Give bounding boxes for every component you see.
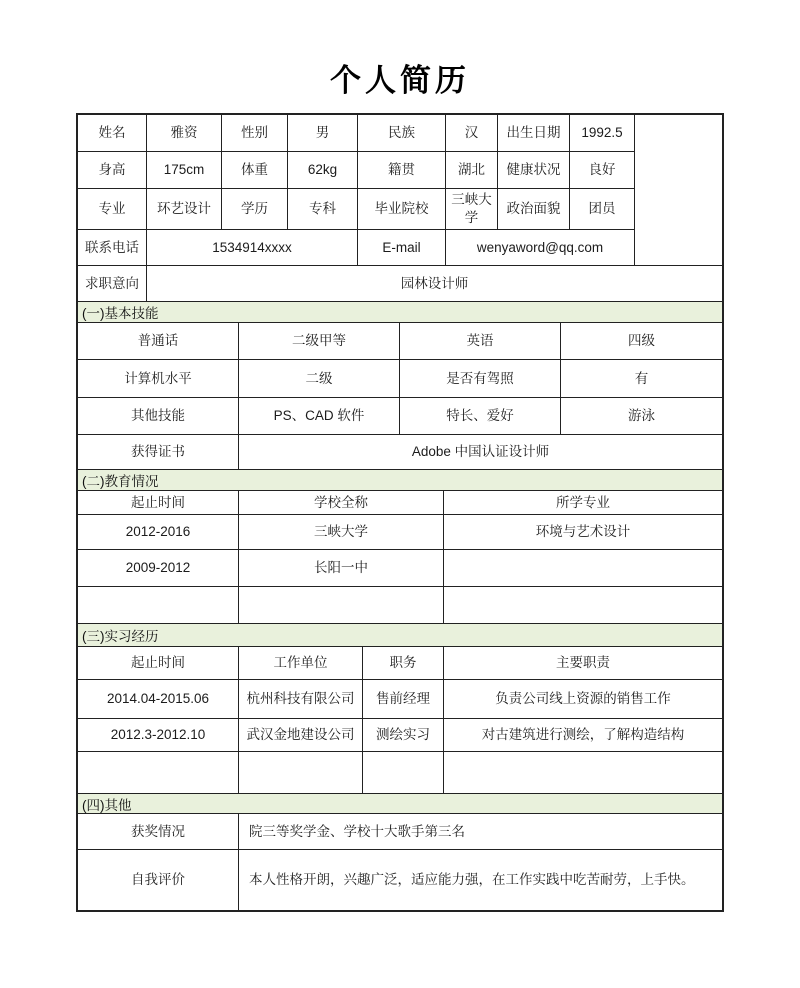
self-evaluation-label: 自我评价: [78, 850, 239, 910]
internship-header-row: [78, 647, 722, 680]
health-value: 良好: [570, 152, 635, 189]
political-status-label: 政治面貌: [498, 189, 570, 230]
degree-value: 专科: [288, 189, 358, 230]
height-value: 175cm: [147, 152, 222, 189]
column-header: 主要职责: [444, 647, 722, 680]
birth-date-label: 出生日期: [498, 115, 570, 152]
intern-company: [239, 752, 363, 794]
objective-label: 求职意向: [78, 266, 147, 302]
skill-value: PS、CAD 软件: [239, 398, 400, 435]
skill-label: 计算机水平: [78, 360, 239, 398]
intern-duty: [444, 752, 722, 794]
section-title-other: (四)其他: [78, 794, 722, 814]
major-value: 环艺设计: [147, 189, 222, 230]
intern-period: [78, 752, 239, 794]
edu-school: 长阳一中: [239, 550, 444, 587]
skill-value: 二级甲等: [239, 323, 400, 360]
page-title: 个人简历: [330, 63, 470, 99]
intern-position: 售前经理: [363, 680, 444, 719]
ethnic-value: 汉: [446, 115, 498, 152]
skill-label: 英语: [400, 323, 561, 360]
degree-label: 学历: [222, 189, 288, 230]
name-label: 姓名: [78, 115, 147, 152]
edu-school: [239, 587, 444, 624]
section-title-education: (二)教育情况: [78, 470, 722, 491]
column-header: 起止时间: [78, 647, 239, 680]
section-title-basic-skills: (一)基本技能: [78, 302, 722, 323]
edu-major: 环境与艺术设计: [444, 515, 722, 550]
skill-value: 二级: [239, 360, 400, 398]
edu-period: [78, 587, 239, 624]
intern-period: 2012.3-2012.10: [78, 719, 239, 752]
skills-block: [78, 323, 722, 435]
self-evaluation-value: 本人性格开朗，兴趣广泛，适应能力强，在工作实践中吃苦耐劳，上手快。: [249, 872, 695, 888]
intern-duty: 对古建筑进行测绘，了解构造结构: [444, 719, 722, 752]
phone-value: 1534914xxxx: [147, 230, 358, 266]
objective-value: 园林设计师: [147, 266, 722, 302]
column-header: 职务: [363, 647, 444, 680]
intern-period: 2014.04-2015.06: [78, 680, 239, 719]
email-label: E-mail: [358, 230, 446, 266]
native-place-value: 湖北: [446, 152, 498, 189]
skill-value: 游泳: [561, 398, 722, 435]
intern-company: 武汉金地建设公司: [239, 719, 363, 752]
email-value: wenyaword@qq.com: [446, 230, 635, 266]
name-value: 雅资: [147, 115, 222, 152]
edu-period: 2012-2016: [78, 515, 239, 550]
edu-period: 2009-2012: [78, 550, 239, 587]
skill-label: 特长、爱好: [400, 398, 561, 435]
graduate-school-value: 三峡大学: [446, 189, 498, 230]
height-label: 身高: [78, 152, 147, 189]
intern-company: 杭州科技有限公司: [239, 680, 363, 719]
phone-label: 联系电话: [78, 230, 147, 266]
certificate-value: Adobe 中国认证设计师: [239, 435, 722, 470]
gender-value: 男: [288, 115, 358, 152]
birth-date-value: 1992.5: [570, 115, 635, 152]
photo-placeholder: [635, 115, 722, 266]
column-header: 起止时间: [78, 491, 239, 515]
ethnic-label: 民族: [358, 115, 446, 152]
certificate-label: 获得证书: [78, 435, 239, 470]
certificate-row: [78, 435, 722, 470]
gender-label: 性别: [222, 115, 288, 152]
skill-label: 其他技能: [78, 398, 239, 435]
political-status-value: 团员: [570, 189, 635, 230]
resume-table: [76, 113, 724, 912]
edu-major: [444, 550, 722, 587]
skill-value: 四级: [561, 323, 722, 360]
awards-value: 院三等奖学金、学校十大歌手第三名: [239, 814, 722, 850]
column-header: 所学专业: [444, 491, 722, 515]
column-header: 学校全称: [239, 491, 444, 515]
internship-rows: [78, 680, 722, 794]
native-place-label: 籍贯: [358, 152, 446, 189]
section-title-internship: (三)实习经历: [78, 624, 722, 647]
edu-major: [444, 587, 722, 624]
objective-row: [78, 266, 722, 302]
intern-duty: 负责公司线上资源的销售工作: [444, 680, 722, 719]
skill-label: 是否有驾照: [400, 360, 561, 398]
weight-label: 体重: [222, 152, 288, 189]
weight-value: 62kg: [288, 152, 358, 189]
awards-label: 获奖情况: [78, 814, 239, 850]
health-label: 健康状况: [498, 152, 570, 189]
skill-label: 普通话: [78, 323, 239, 360]
personal-info-block: [78, 115, 722, 266]
graduate-school-label: 毕业院校: [358, 189, 446, 230]
intern-position: [363, 752, 444, 794]
other-rows: [78, 814, 722, 910]
major-label: 专业: [78, 189, 147, 230]
column-header: 工作单位: [239, 647, 363, 680]
edu-school: 三峡大学: [239, 515, 444, 550]
skill-value: 有: [561, 360, 722, 398]
intern-position: 测绘实习: [363, 719, 444, 752]
education-rows: [78, 515, 722, 624]
education-header-row: [78, 491, 722, 515]
